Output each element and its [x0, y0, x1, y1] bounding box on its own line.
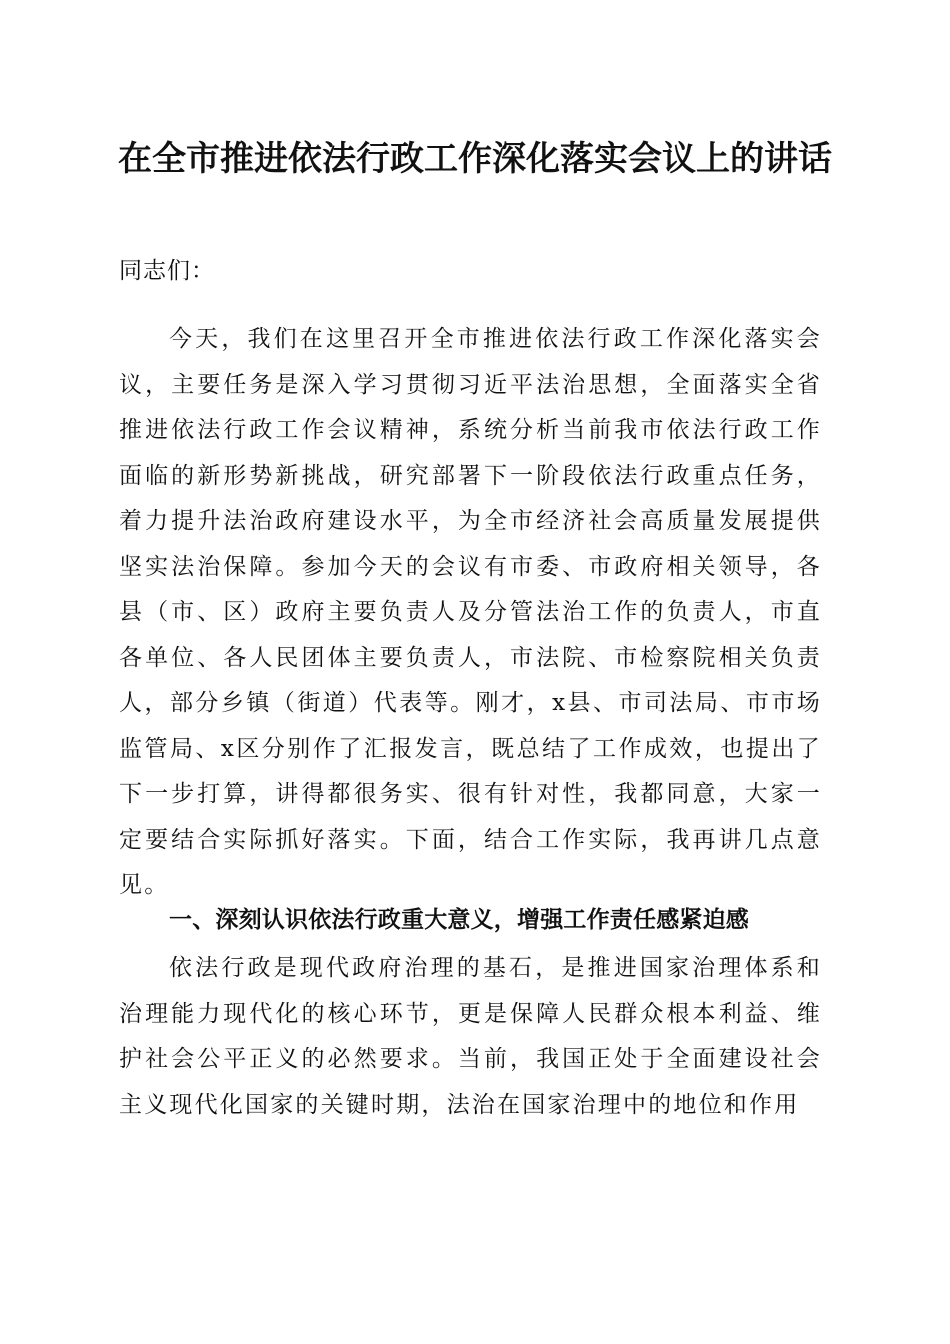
opening-paragraph: 今天，我们在这里召开全市推进依法行政工作深化落实会议，主要任务是深入学习贯彻习近平法治思想，全面落实全省推进依法行政工作会议精神，系统分析当前我市依法行政工作面临的新形势新挑战，研究部署下一阶段依法行政重点任务，着力提升法治政府建设水平，为全市经济社会高质量发展提供坚实法治保障。参加今天的会议有市委、市政府相关领导，各县（市、区）政府主要负责人及分管法治工作的负责人，市直各单位、各人民团体主要负责人，市法院、市检察院相关负责人，部分乡镇（街道）代表等。刚才，x县、市司法局、市市场监管局、x区分别作了汇报发言，既总结了工作成效，也提出了下一步打算，讲得都很务实、很有针对性，我都同意，大家一定要结合实际抓好落实。下面，结合工作实际，我再讲几点意见。	[119, 326, 822, 898]
document-title: 在全市推进依法行政工作深化落实会议上的讲话	[118, 139, 832, 179]
section-heading-1: 一、深刻认识依法行政重大意义，增强工作责任感紧迫感	[169, 907, 749, 933]
salutation: 同志们：	[119, 258, 215, 284]
section-1-paragraph: 依法行政是现代政府治理的基石，是推进国家治理体系和治理能力现代化的核心环节，更是保障人民群众根本利益、维护社会公平正义的必然要求。当前，我国正处于全面建设社会主义现代化国家的关键时期，法治在国家治理中的地位和作用	[119, 955, 822, 1118]
